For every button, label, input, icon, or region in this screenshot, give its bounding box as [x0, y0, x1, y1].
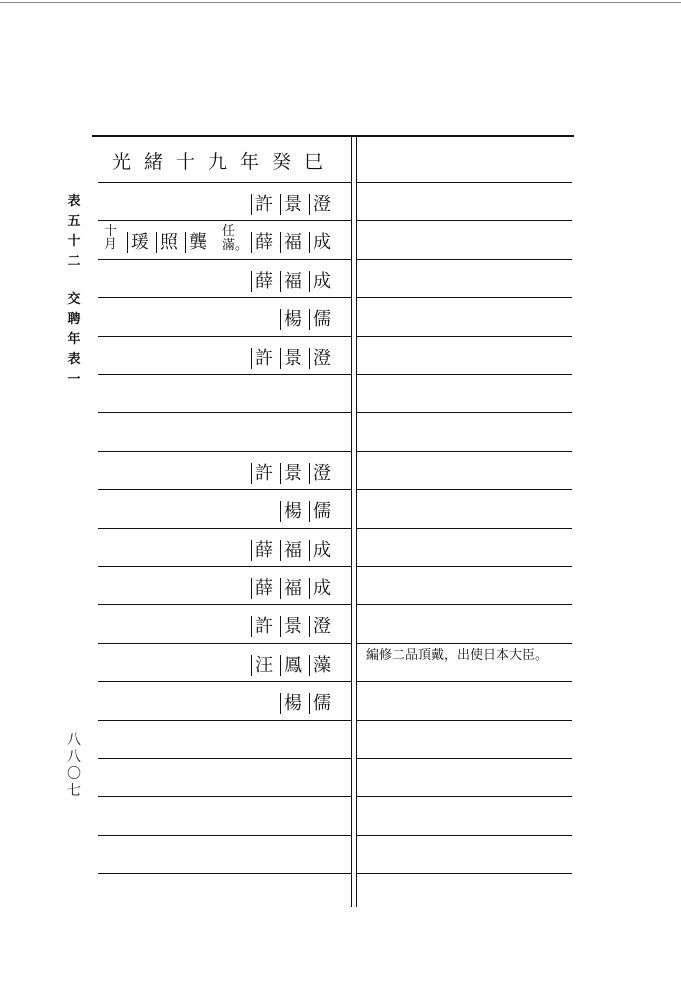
row-rule-left — [98, 412, 351, 413]
row-rule-right — [356, 873, 572, 874]
row-rule-right — [356, 835, 572, 836]
row-rule-left — [98, 297, 351, 298]
envoy-name: 許 景 澄 — [249, 344, 336, 370]
left-cell — [98, 797, 348, 835]
left-cell — [98, 721, 348, 759]
left-cell — [98, 298, 348, 336]
envoy-name: 薛 福 成 — [249, 267, 336, 293]
row-rule-left — [98, 451, 351, 452]
left-cell — [98, 644, 348, 682]
right-cell — [356, 567, 568, 605]
table-row — [98, 452, 568, 490]
month-note: 十月 — [104, 224, 118, 253]
row-rule-left — [98, 336, 351, 337]
table-row — [98, 413, 568, 451]
left-cell — [98, 221, 348, 259]
left-cell — [98, 605, 348, 643]
left-cell — [98, 682, 348, 720]
left-cell — [98, 452, 348, 490]
row-rule-left — [98, 182, 351, 183]
table-row — [98, 490, 568, 528]
appointment-note: 編修二品頂戴，出使日本大臣。 — [366, 647, 549, 663]
right-cell — [356, 260, 568, 298]
right-cell — [356, 605, 568, 643]
side-subtitle: 交 聘 年 表 一 — [67, 292, 81, 387]
row-rule-left — [98, 259, 351, 260]
left-cell — [98, 375, 348, 413]
envoy-name: 薛 福 成 — [249, 536, 336, 562]
row-rule-right — [356, 374, 572, 375]
left-cell — [98, 759, 348, 797]
row-rule-left — [98, 835, 351, 836]
row-rule-right — [356, 758, 572, 759]
table-row — [98, 183, 568, 221]
table-row — [98, 337, 568, 375]
row-rule-left — [98, 374, 351, 375]
right-cell — [356, 797, 568, 835]
envoy-name: 楊 儒 — [278, 497, 336, 523]
left-cell — [98, 260, 348, 298]
left-cell — [98, 413, 348, 451]
row-rule-left — [98, 566, 351, 567]
table-row — [98, 759, 568, 797]
row-rule-left — [98, 796, 351, 797]
table-row — [98, 682, 568, 720]
row-rule-left — [98, 528, 351, 529]
row-rule-left — [98, 758, 351, 759]
row-rule-left — [98, 604, 351, 605]
table-row — [98, 298, 568, 336]
left-cell — [98, 567, 348, 605]
term-note: 任滿。 — [222, 224, 249, 254]
table-row — [98, 221, 568, 259]
table-row — [98, 605, 568, 643]
row-rule-right — [356, 528, 572, 529]
row-rule-right — [356, 336, 572, 337]
table-row — [98, 375, 568, 413]
top-border — [0, 2, 681, 3]
row-rule-left — [98, 489, 351, 490]
row-rule-right — [356, 220, 572, 221]
envoy-name: 楊 儒 — [278, 305, 336, 331]
row-rule-left — [98, 220, 351, 221]
year-title: 光緒十九年癸巳 — [111, 151, 336, 173]
table-row — [98, 644, 568, 682]
row-rule-left — [98, 681, 351, 682]
row-rule-right — [356, 796, 572, 797]
left-cell — [98, 490, 348, 528]
side-page-number: 八 八 〇 七 — [67, 732, 81, 799]
row-rule-right — [356, 297, 572, 298]
envoy-name: 薛 福 成 — [249, 228, 336, 254]
row-rule-right — [356, 259, 572, 260]
envoy-name: 許 景 澄 — [249, 190, 336, 216]
table-row — [98, 721, 568, 759]
table-row — [98, 567, 568, 605]
table-row — [98, 529, 568, 567]
envoy-name: 汪 鳳 藻 — [249, 651, 336, 677]
table-row — [98, 260, 568, 298]
row-rule-left — [98, 873, 351, 874]
side-table-title: 表 五 十 二 — [67, 194, 81, 269]
right-cell — [356, 183, 568, 221]
row-rule-right — [356, 182, 572, 183]
row-rule-right — [356, 681, 572, 682]
row-rule-right — [356, 489, 572, 490]
right-cell — [356, 529, 568, 567]
left-cell — [98, 836, 348, 874]
right-cell — [356, 221, 568, 259]
right-cell — [356, 721, 568, 759]
row-rule-right — [356, 412, 572, 413]
right-cell — [356, 644, 568, 682]
right-cell — [356, 337, 568, 375]
row-rule-right — [356, 566, 572, 567]
row-rule-left — [98, 643, 351, 644]
left-cell — [98, 183, 348, 221]
header-row — [98, 140, 568, 178]
right-cell — [356, 836, 568, 874]
right-cell — [356, 375, 568, 413]
right-cell — [356, 298, 568, 336]
envoy-name: 許 景 澄 — [249, 459, 336, 485]
row-rule-left — [98, 720, 351, 721]
table-row — [98, 797, 568, 835]
left-cell — [98, 337, 348, 375]
right-cell — [356, 490, 568, 528]
row-rule-right — [356, 643, 572, 644]
table-top-rule — [92, 135, 574, 137]
right-cell — [356, 452, 568, 490]
envoy-name: 許 景 澄 — [249, 612, 336, 638]
envoy-name: 薛 福 成 — [249, 574, 336, 600]
row-rule-right — [356, 451, 572, 452]
right-cell — [356, 759, 568, 797]
right-cell — [356, 682, 568, 720]
row-rule-right — [356, 604, 572, 605]
header-left-cell — [98, 140, 348, 178]
row-rule-right — [356, 720, 572, 721]
right-cell — [356, 413, 568, 451]
table-row — [98, 836, 568, 874]
left-cell — [98, 529, 348, 567]
successor-name: 瑗 照 龔 — [126, 228, 213, 254]
envoy-name: 楊 儒 — [278, 689, 336, 715]
